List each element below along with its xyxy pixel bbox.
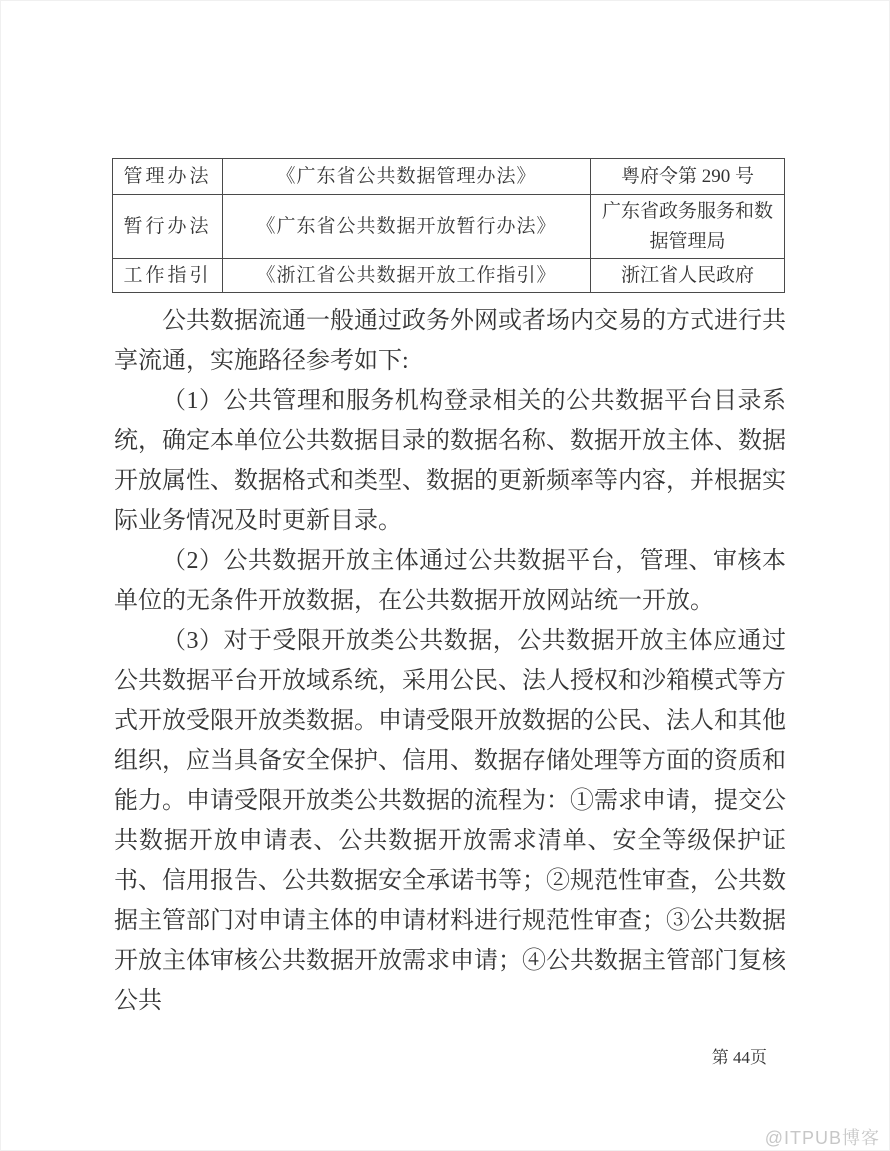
table-cell-document: 《广东省公共数据管理办法》 (223, 159, 591, 195)
table-row (113, 195, 785, 259)
table-row (113, 159, 785, 195)
table-row (113, 259, 785, 293)
table-cell-issuer: 粤府令第 290 号 (591, 159, 785, 195)
regulations-table (112, 158, 785, 293)
paragraph-step-3: （3）对于受限开放类公共数据，公共数据开放主体应通过公共数据平台开放域系统，采用公民、法人授权和沙箱模式等方式开放受限开放类数据。申请受限开放数据的公民、法人和其他组织，应当具备安全保护、信用、数据存储处理等方面的资质和能力。申请受限开放类公共数据的流程为：①需求申请，提交公共数据开放申请表、公共数据开放需求清单、安全等级保护证书、信用报告、公共数据安全承诺书等；②规范性审查，公共数据主管部门对申请主体的申请材料进行规范性审查；③公共数据开放主体审核公共数据开放需求申请；④公共数据主管部门复核公共 (114, 628, 786, 1014)
paragraph-intro: 公共数据流通一般通过政务外网或者场内交易的方式进行共享流通，实施路径参考如下: (114, 308, 786, 374)
table-cell-category: 管理办法 (113, 159, 223, 195)
paragraph-step-2: （2）公共数据开放主体通过公共数据平台，管理、审核本单位的无条件开放数据，在公共数据开放网站统一开放。 (114, 548, 786, 614)
table-cell-issuer: 广东省政务服务和数据管理局 (591, 195, 785, 259)
watermark: @ITPUB博客 (764, 1128, 880, 1148)
table-cell-document: 《浙江省公共数据开放工作指引》 (223, 259, 591, 293)
table-cell-category: 暂行办法 (113, 195, 223, 259)
body-text (114, 301, 786, 1021)
table-cell-category: 工作指引 (113, 259, 223, 293)
table-cell-document: 《广东省公共数据开放暂行办法》 (223, 195, 591, 259)
table-cell-issuer: 浙江省人民政府 (591, 259, 785, 293)
page-number: 第 44页 (711, 1048, 767, 1067)
paragraph-step-1: （1）公共管理和服务机构登录相关的公共数据平台目录系统，确定本单位公共数据目录的数据名称、数据开放主体、数据开放属性、数据格式和类型、数据的更新频率等内容，并根据实际业务情况及时更新目录。 (114, 388, 786, 534)
